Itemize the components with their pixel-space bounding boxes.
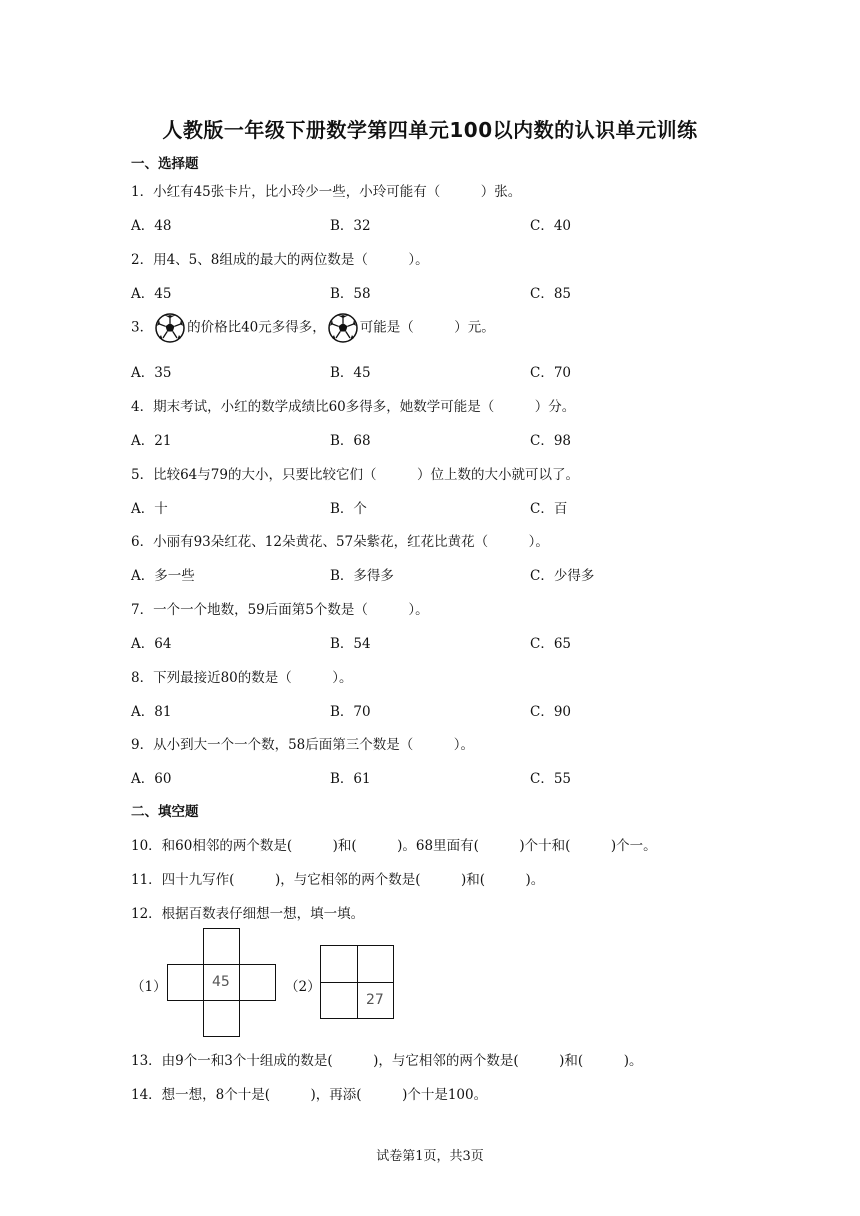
question-14: 14．想一想，8个十是( )，再添( )个十是100。 <box>131 1087 488 1103</box>
square-cell-top-left <box>320 945 358 983</box>
square-cell-top-right <box>357 945 394 983</box>
soccer-ball-icon <box>328 313 358 343</box>
question-8-options <box>131 700 831 720</box>
option-c: C．85 <box>530 286 572 302</box>
option-a: A．48 <box>131 218 172 234</box>
option-c: C．90 <box>530 704 572 720</box>
option-b: B．70 <box>330 704 371 720</box>
option-c: C．40 <box>530 218 572 234</box>
option-a: A．35 <box>131 365 172 381</box>
option-c: C．65 <box>530 636 572 652</box>
question-10: 10．和60相邻的两个数是( )和( )。68里面有( )个十和( )个一。 <box>131 838 657 854</box>
question-3-prefix: 3． <box>131 319 154 336</box>
option-a: A．21 <box>131 433 172 449</box>
question-12: 12．根据百数表仔细想一想，填一填。 <box>131 906 365 922</box>
question-4: 4．期末考试，小红的数学成绩比60多得多，她数学可能是（ ）分。 <box>131 399 576 415</box>
option-a: A．45 <box>131 286 172 302</box>
option-a: A．多一些 <box>131 568 195 584</box>
option-b: B．45 <box>330 365 371 381</box>
option-b: B．54 <box>330 636 371 652</box>
question-11: 11．四十九写作( )，与它相邻的两个数是( )和( )。 <box>131 872 545 888</box>
option-b: B．32 <box>330 218 371 234</box>
question-6-options <box>131 564 831 584</box>
question-9: 9．从小到大一个一个数，58后面第三个数是（ ）。 <box>131 737 475 753</box>
option-b: B．多得多 <box>330 568 394 584</box>
option-b: B．68 <box>330 433 371 449</box>
figure-label-2: （2） <box>285 979 321 995</box>
question-7: 7．一个一个地数，59后面第5个数是（ ）。 <box>131 602 429 618</box>
cross-cell-left <box>167 964 204 1001</box>
question-8: 8．下列最接近80的数是（ ）。 <box>131 670 353 686</box>
option-c: C．70 <box>530 365 572 381</box>
question-3 <box>131 313 495 343</box>
section-heading-fill: 二、填空题 <box>131 804 199 820</box>
question-3-suffix: 可能是（ ）元。 <box>359 319 495 336</box>
question-3-middle: 的价格比40元多得多， <box>187 319 326 336</box>
option-a: A．81 <box>131 704 172 720</box>
option-a: A．60 <box>131 771 172 787</box>
cross-cell-bottom <box>203 1000 240 1037</box>
page-footer: 试卷第1页，共3页 <box>376 1149 484 1164</box>
square-cell-bottom-left <box>320 982 358 1019</box>
soccer-ball-icon <box>155 313 185 343</box>
question-4-options <box>131 429 831 449</box>
question-2-options <box>131 282 831 302</box>
question-9-options <box>131 767 831 787</box>
option-b: B．58 <box>330 286 371 302</box>
option-c: C．少得多 <box>530 568 595 584</box>
option-b: B．61 <box>330 771 371 787</box>
cross-cell-top <box>203 928 240 965</box>
option-a: A．64 <box>131 636 172 652</box>
option-b: B．个 <box>330 501 367 517</box>
option-c: C．55 <box>530 771 572 787</box>
question-7-options <box>131 632 831 652</box>
question-5-options <box>131 497 831 517</box>
question-1: 1．小红有45张卡片，比小玲少一些，小玲可能有（ ）张。 <box>131 184 522 200</box>
cross-cell-right <box>239 964 276 1001</box>
page-title: 人教版一年级下册数学第四单元100以内数的认识单元训练 <box>162 118 698 142</box>
question-5: 5．比较64与79的大小，只要比较它们（ ）位上数的大小就可以了。 <box>131 467 579 483</box>
option-c: C．百 <box>530 501 568 517</box>
section-heading-choice: 一、选择题 <box>131 156 199 172</box>
option-a: A．十 <box>131 501 168 517</box>
cross-center-number: 45 <box>212 974 230 990</box>
question-13: 13．由9个一和3个十组成的数是( )，与它相邻的两个数是( )和( )。 <box>131 1053 643 1069</box>
question-6: 6．小丽有93朵红花、12朵黄花、57朵紫花，红花比黄花（ ）。 <box>131 534 549 550</box>
question-2: 2．用4、5、8组成的最大的两位数是（ ）。 <box>131 252 429 268</box>
option-c: C．98 <box>530 433 572 449</box>
figure-label-1: （1） <box>131 979 167 995</box>
square-number: 27 <box>366 992 384 1008</box>
question-3-options <box>131 361 831 381</box>
question-1-options <box>131 214 831 234</box>
